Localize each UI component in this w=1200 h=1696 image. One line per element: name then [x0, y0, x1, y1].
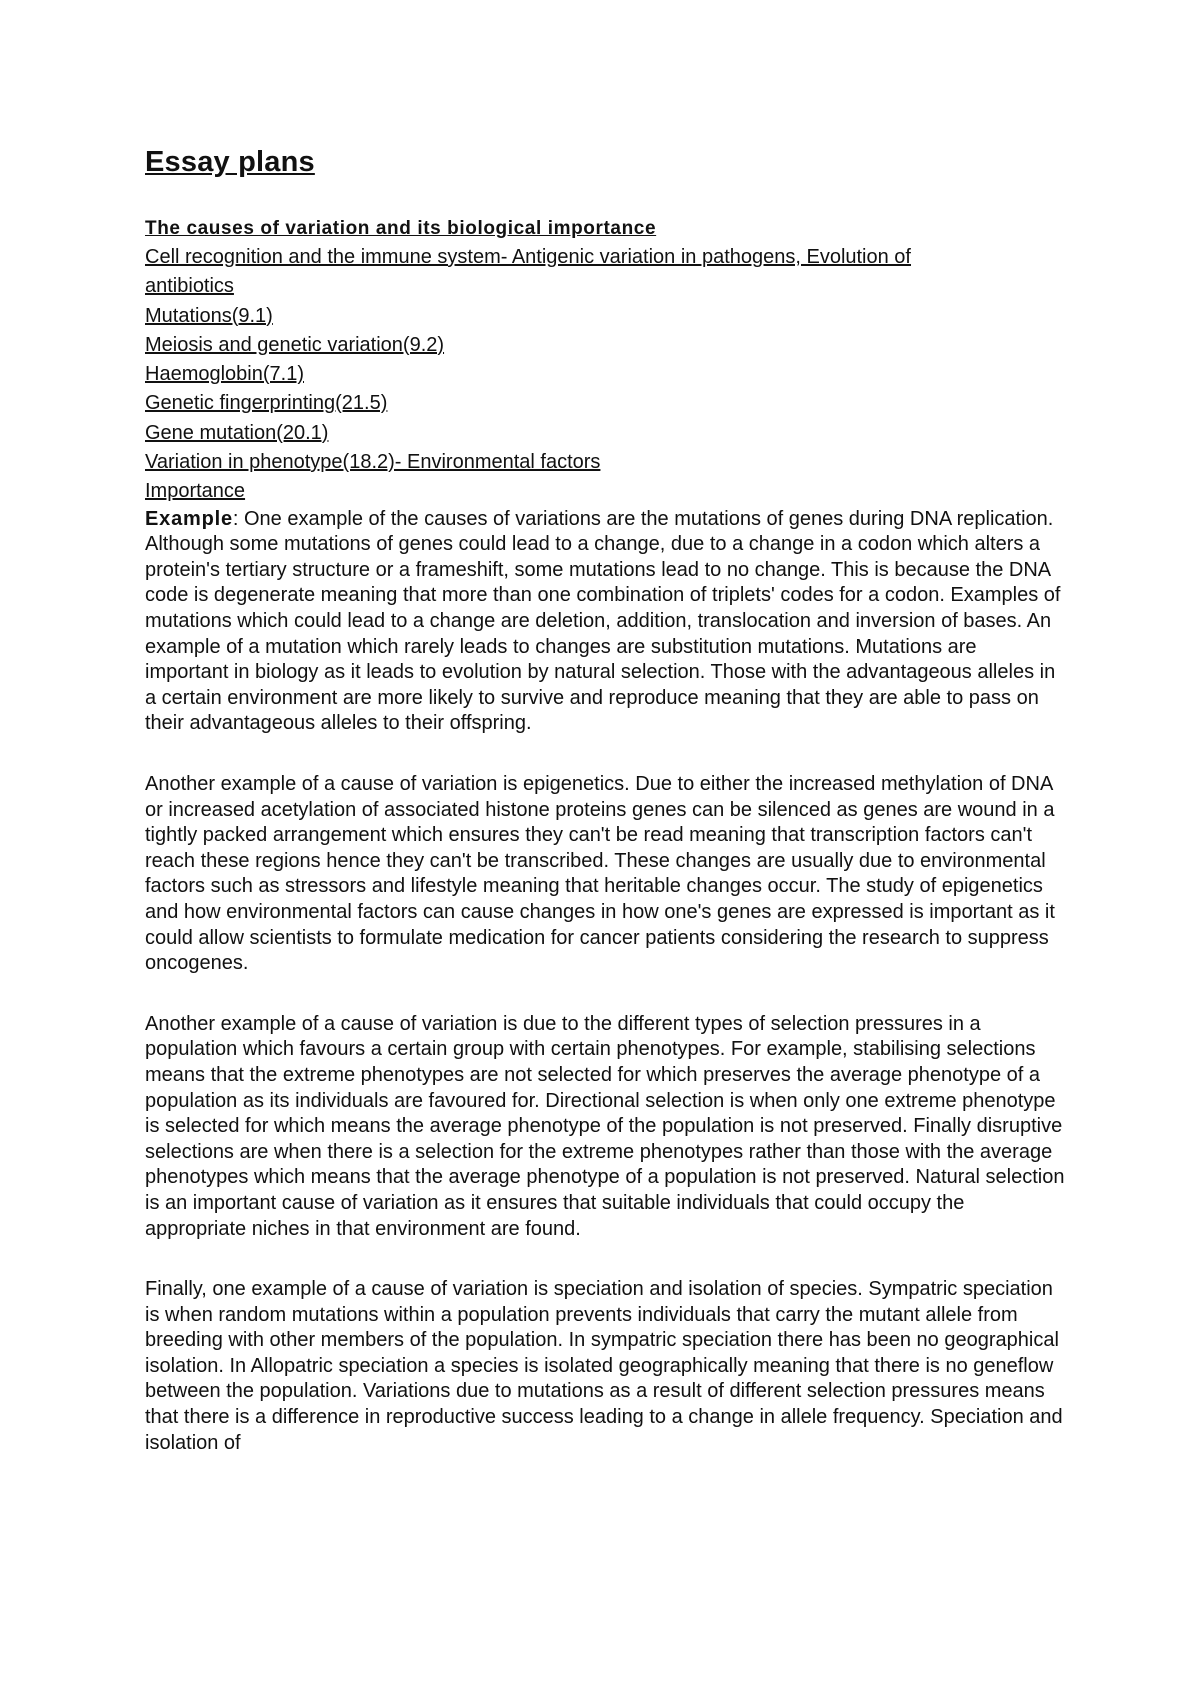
example-label: Example [145, 507, 233, 530]
essay-subheading: The causes of variation and its biological importance [145, 218, 657, 239]
paragraph-epigenetics: Another example of a cause of variation is epigenetics. Due to either the increased methylation of DNA or increased acetylation of associated histone proteins genes can be silenced as genes are wound in a tightly packed arrangement which ensures they can't be read meaning that transcription factors can't reach these regions hence they can't be transcribed. These changes are usually due to environmental factors such as stressors and lifestyle meaning that heritable changes occur. The study of epigenetics and how environmental factors can cause changes in how one's genes are expressed is important as it could allow scientists to formulate medication for cancer patients considering the research to suppress oncogenes. [145, 773, 1055, 975]
topic-item: Gene mutation(20.1) [145, 421, 329, 444]
paragraph-speciation: Finally, one example of a cause of variation is speciation and isolation of species. Sympatric speciation is when random mutations within a population prevents individuals that carry the mutant allele from breeding with other members of the population. In sympatric speciation there has been no geographical isolation. In Allopatric speciation a species is isolated geographically meaning that there is no geneflow between the population. Variations due to mutations as a result of different selection pressures means that there is a difference in reproductive success leading to a change in allele frequency. Speciation and isolation of [145, 1278, 1063, 1454]
topic-item: Importance [145, 480, 246, 503]
topic-item: Cell recognition and the immune system- Antigenic variation in pathogens, Evolution of [145, 246, 911, 268]
topic-item: Mutations(9.1) [145, 304, 273, 327]
topic-item: Genetic fingerprinting(21.5) [145, 392, 388, 415]
topic-item: antibiotics [145, 275, 234, 298]
paragraph-mutations [145, 507, 1065, 737]
document-body [145, 142, 1065, 1456]
topic-item: Variation in phenotype(18.2)- Environmental factors [145, 451, 601, 474]
topic-list [145, 243, 1065, 507]
topic-item: Meiosis and genetic variation(9.2) [145, 333, 445, 356]
paragraph-selection: Another example of a cause of variation is due to the different types of selection pressures in a population which favours a certain group with certain phenotypes. For example, stabilising selections means that the extreme phenotypes are not selected for which preserves the average phenotype of a population as its individuals are favoured for. Directional selection is when only one extreme phenotype is selected for which means the average phenotype of the population is not preserved. Finally disruptive selections are when there is a selection for the extreme phenotypes rather than those with the average phenotypes which means that the average phenotype of a population is not preserved. Natural selection is an important cause of variation as it ensures that suitable individuals that could occupy the appropriate niches in that environment are found. [145, 1012, 1065, 1240]
paragraph-mutations-text: : One example of the causes of variations are the mutations of genes during DNA replication. Although some mutations of genes could lead to a change, due to a change in a codon which alters a protein's tertiary structure or a frameshift, some mutations lead to no change. This is because the DNA code is degenerate meaning that more than one combination of triplets' codes for a codon. Examples of mutations which could lead to a change are deletion, addition, translocation and inversion of bases. An example of a mutation which rarely leads to changes are substitution mutations. Mutations are important in biology as it leads to evolution by natural selection. Those with the advantageous alleles in a certain environment are more likely to survive and reproduce meaning that they are able to pass on their advantageous alleles to their offspring. [145, 507, 1061, 735]
topic-item: Haemoglobin(7.1) [145, 363, 304, 386]
page-title: Essay plans [145, 146, 315, 178]
